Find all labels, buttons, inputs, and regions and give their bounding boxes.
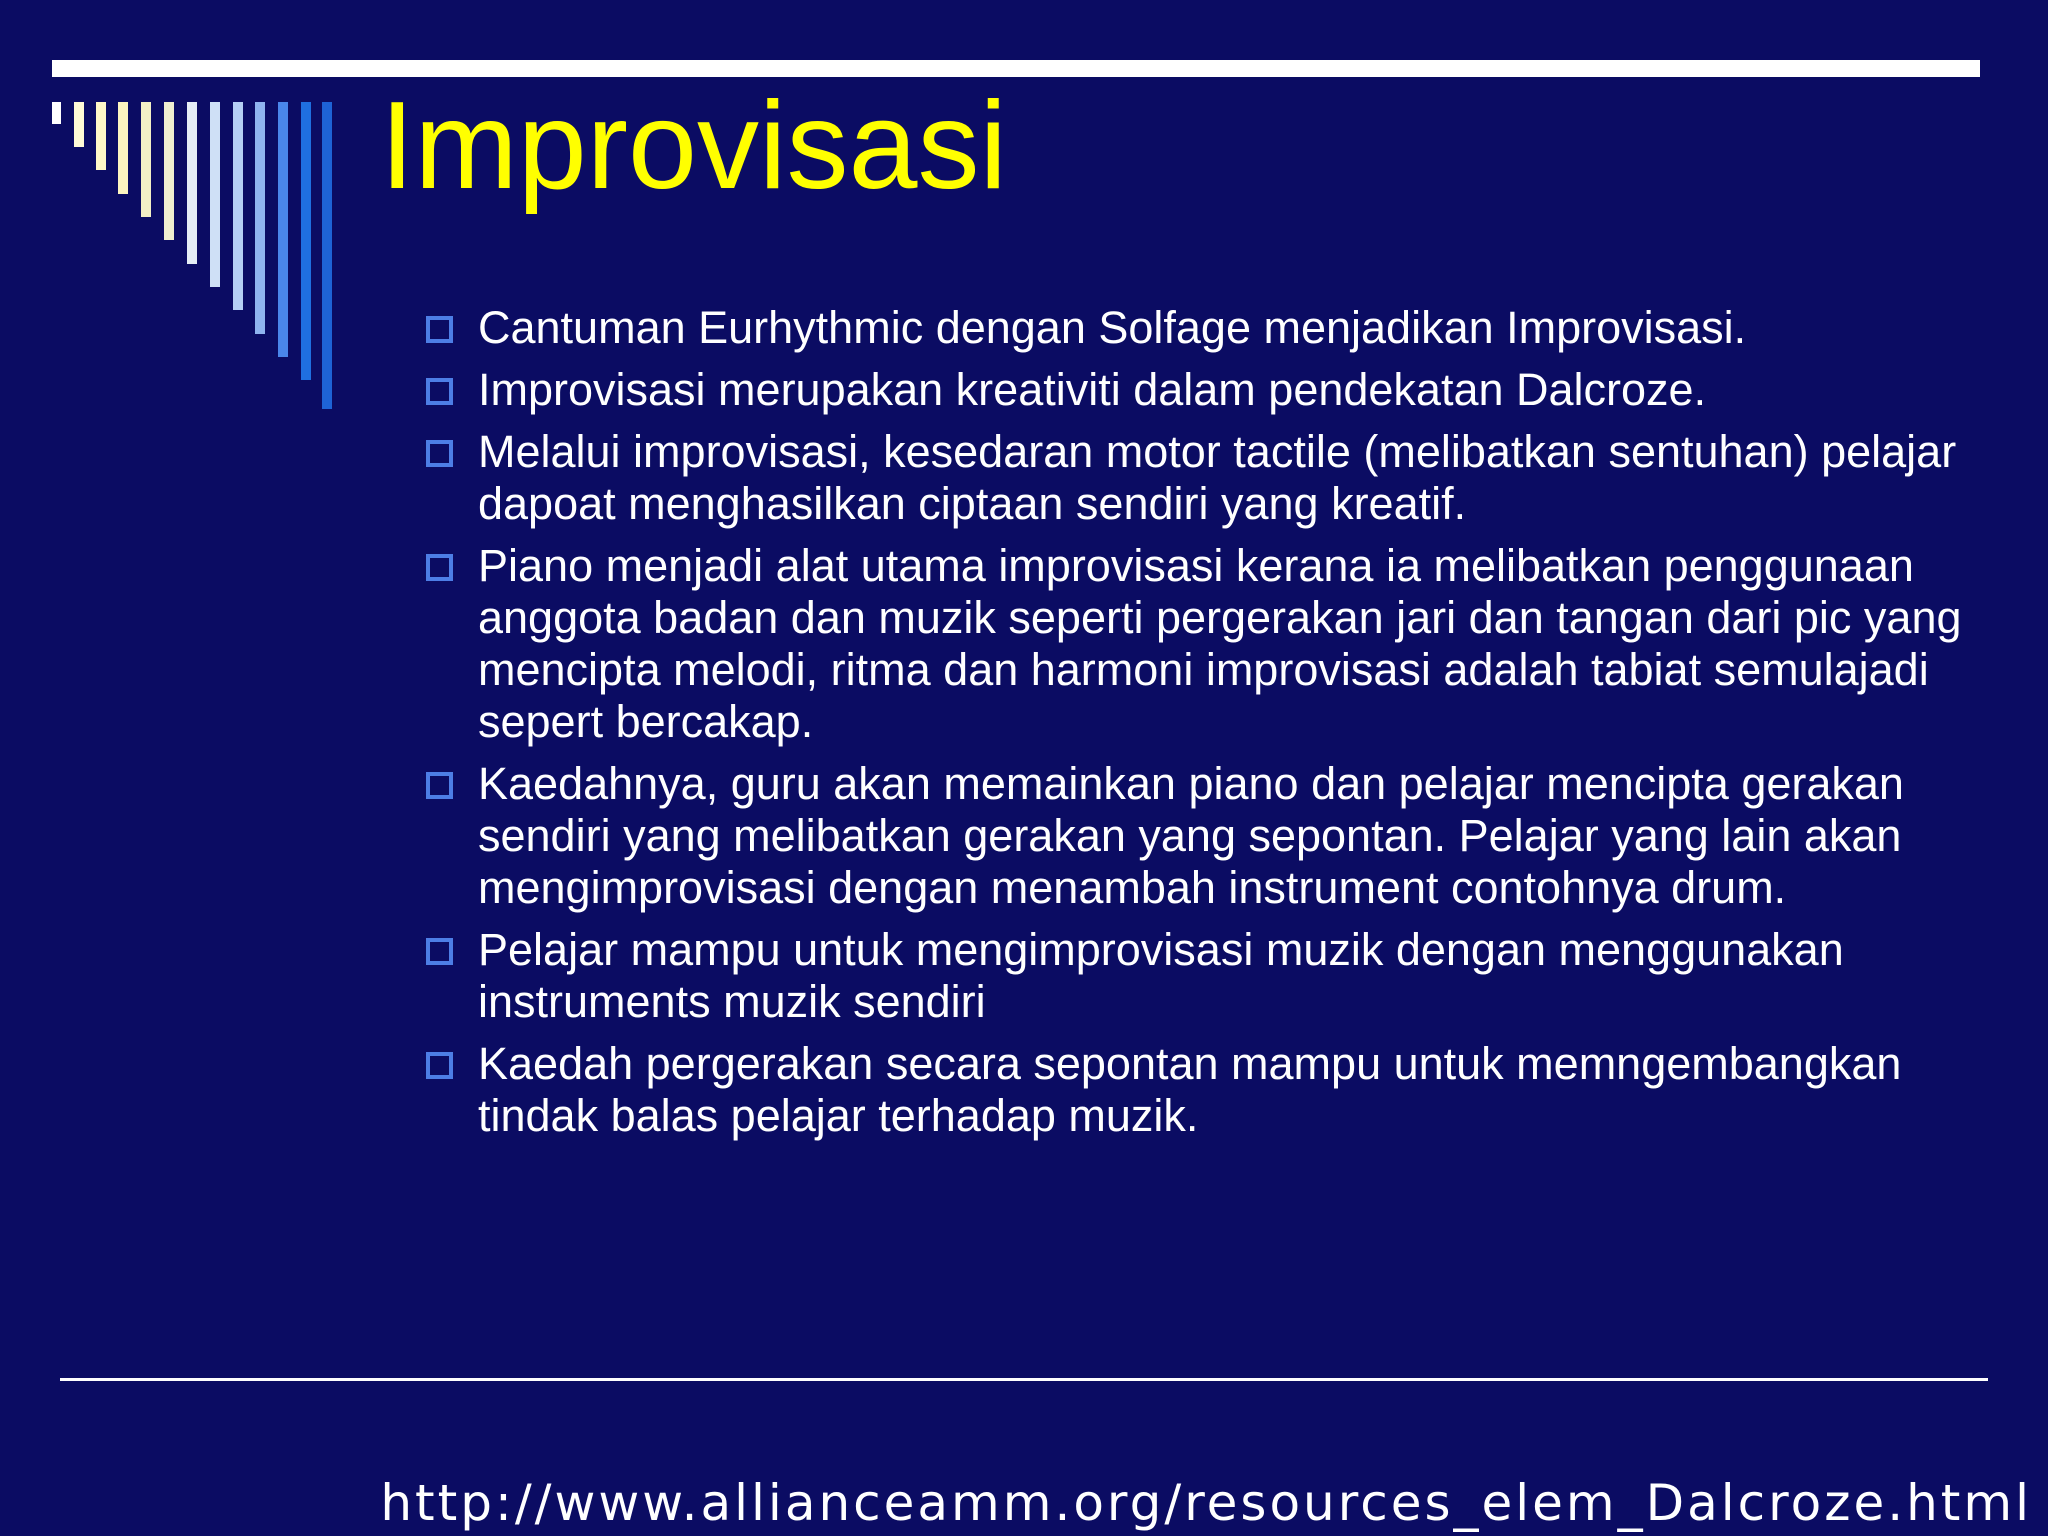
bullet-text: Kaedahnya, guru akan memainkan piano dan pelajar mencipta gerakan sendiri yang melibatkan gerakan yang sepontan. Pelajar yang lain akan mengimprovisasi dengan menambah instrument contohnya drum. xyxy=(478,758,1904,913)
bullet-item xyxy=(422,758,1982,914)
bullet-text: Kaedah pergerakan secara sepontan mampu untuk memngembangkan tindak balas pelajar terhadap muzik. xyxy=(478,1038,1902,1141)
bullet-item xyxy=(422,1038,1982,1142)
hollow-square-bullet-icon xyxy=(426,378,453,405)
bottom-rule xyxy=(60,1378,1988,1381)
top-rule xyxy=(52,60,1980,77)
bullet-text: Melalui improvisasi, kesedaran motor tactile (melibatkan sentuhan) pelajar dapoat menghasilkan ciptaan sendiri yang kreatif. xyxy=(478,426,1957,529)
slide-title: Improvisasi xyxy=(380,77,1008,215)
bullet-text: Improvisasi merupakan kreativiti dalam pendekatan Dalcroze. xyxy=(478,364,1707,415)
vertical-stripes-decoration xyxy=(0,0,340,420)
bullet-item xyxy=(422,302,1982,354)
hollow-square-bullet-icon xyxy=(426,554,453,581)
hollow-square-bullet-icon xyxy=(426,440,453,467)
bullet-list xyxy=(422,302,1982,1152)
hollow-square-bullet-icon xyxy=(426,772,453,799)
hollow-square-bullet-icon xyxy=(426,1052,453,1079)
hollow-square-bullet-icon xyxy=(426,316,453,343)
bullet-text: Cantuman Eurhythmic dengan Solfage menjadikan Improvisasi. xyxy=(478,302,1747,353)
bullet-text: Pelajar mampu untuk mengimprovisasi muzik dengan menggunakan instruments muzik sendiri xyxy=(478,924,1844,1027)
bullet-item xyxy=(422,364,1982,416)
hollow-square-bullet-icon xyxy=(426,938,453,965)
footer-url-link[interactable]: http://www.allianceamm.org/resources_elem_Dalcroze.html xyxy=(380,1474,2032,1532)
bullet-item xyxy=(422,426,1982,530)
bullet-text: Piano menjadi alat utama improvisasi kerana ia melibatkan penggunaan anggota badan dan muzik seperti pergerakan jari dan tangan dari pic yang mencipta melodi, ritma dan harmoni improvisasi adalah tabiat semulajadi sepert bercakap. xyxy=(478,540,1962,747)
bullet-item xyxy=(422,924,1982,1028)
bullet-item xyxy=(422,540,1982,748)
